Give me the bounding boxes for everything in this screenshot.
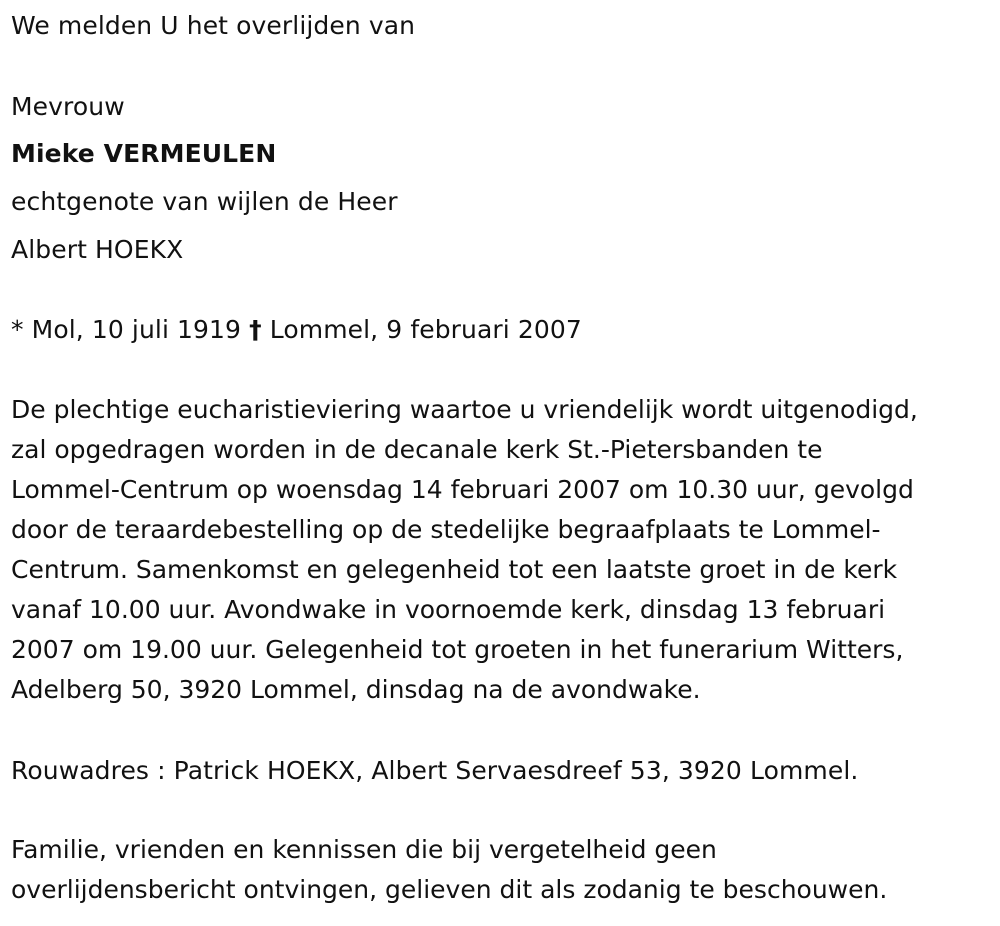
cross-icon: † [249,315,262,344]
ceremony-line: De plechtige eucharistieviering waartoe u vriendelijk wordt uitgenodigd, [11,395,918,424]
ceremony-line: door de teraardebestelling op de stedelijke begraafplaats te Lommel- [11,515,881,544]
birth-date: * Mol, 10 juli 1919 [11,315,242,344]
death-date: Lommel, 9 februari 2007 [269,315,582,344]
ceremony-line: vanaf 10.00 uur. Avondwake in voornoemde kerk, dinsdag 13 februari [11,595,886,624]
ceremony-line: 2007 om 19.00 uur. Gelegenheid tot groeten in het funerarium Witters, [11,635,904,664]
mourning-address: Rouwadres : Patrick HOEKX, Albert Servaesdreef 53, 3920 Lommel. [11,756,859,785]
ceremony-line: Centrum. Samenkomst en gelegenheid tot een laatste groet in de kerk [11,555,898,584]
spouse-line: echtgenote van wijlen de Heer [11,187,398,216]
intro-text: We melden U het overlijden van [11,11,416,40]
closing-paragraph [11,830,986,910]
ceremony-paragraph [11,390,986,710]
closing-line: Familie, vrienden en kennissen die bij vergetelheid geen [11,835,717,864]
deceased-name: Mieke VERMEULEN [11,139,277,168]
salutation: Mevrouw [11,92,125,121]
ceremony-line: Lommel-Centrum op woensdag 14 februari 2007 om 10.30 uur, gevolgd [11,475,914,504]
life-dates [11,317,582,342]
ceremony-line: zal opgedragen worden in de decanale kerk St.-Pietersbanden te [11,435,823,464]
closing-line: overlijdensbericht ontvingen, gelieven dit als zodanig te beschouwen. [11,875,888,904]
ceremony-line: Adelberg 50, 3920 Lommel, dinsdag na de avondwake. [11,675,701,704]
spouse-name: Albert HOEKX [11,235,184,264]
